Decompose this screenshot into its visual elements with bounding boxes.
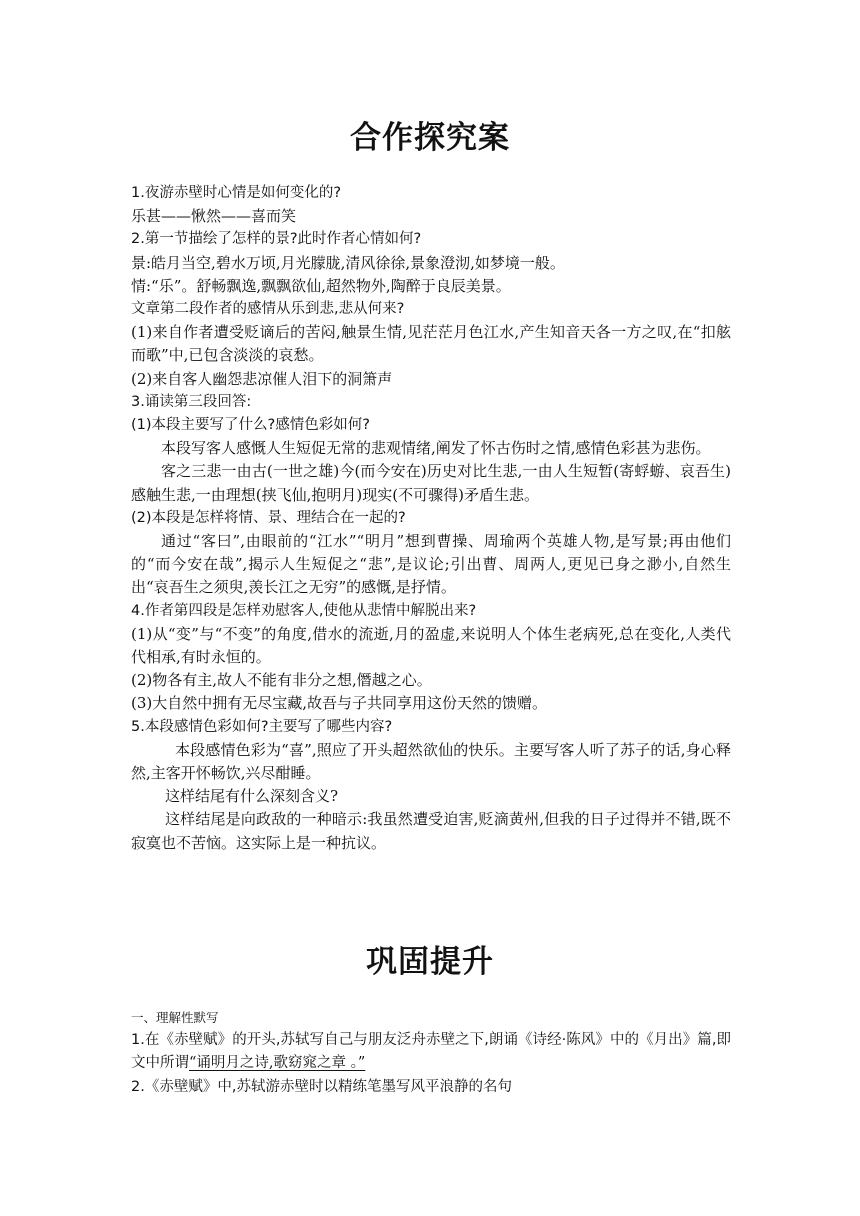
exercise-item-1-answer: “诵明月之诗,歌窈窕之章 。” [189, 1055, 366, 1072]
answer-6: 这样结尾是向政敌的一种暗示:我虽然遭受迫害,贬滴黄州,但我的日子过得并不错,既不寂寞也不苦恼。这实际上是一种抗议。 [131, 810, 731, 852]
exercise-section-label: 一、理解性默写 [131, 1010, 219, 1025]
question-1: 1.夜游赤壁时心情是如何变化的? [131, 185, 342, 201]
answer-2b-2: (2)来自客人幽怨悲凉催人泪下的洞箫声 [131, 369, 393, 388]
answer-4-2: (2)物各有主,故人不能有非分之想,僭越之心。 [131, 671, 432, 690]
answer-2-mood: 情:“乐”。舒畅飘逸,飘飘欲仙,超然物外,陶醉于良辰美景。 [131, 276, 511, 295]
question-3-1: (1)本段主要写了什么?感情色彩如何? [131, 417, 370, 434]
question-3: 3.诵读第三段回答: [131, 393, 252, 410]
exercise-item-2: 2.《赤壁赋》中,苏轼游赤壁时以精练笔墨写风平浪静的名句 [131, 1078, 512, 1095]
question-4: 4.作者第四段是怎样劝慰客人,使他从悲情中解脱出来? [131, 602, 477, 619]
answer-2-scene: 景:皓月当空,碧水万顷,月光朦胧,清风徐徐,景象澄沏,如梦境一般。 [131, 253, 565, 272]
answer-3-2: 通过“客曰”,由眼前的“江水”“明月”想到曹操、周瑜两个英雄人物,是写景;再由他们的“而今安在哉”,揭示人生短促之“悲”,是议论;引出曹、周两人,更见已身之渺小,自然生出“哀吾生之须臾,羡长江之无穷”的感慨,是抒情。 [131, 532, 731, 597]
exercise-item-1-text: 1.在《赤壁赋》的开头,苏轼写自己与朋友泛舟赤壁之下,朗诵《诗经·陈风》中的《月出》篇,即文中所谓 [131, 1032, 731, 1072]
explore-content [131, 182, 731, 855]
exercise-item-1 [131, 1029, 731, 1075]
section-title-consolidate: 巩固提升 [366, 944, 494, 980]
question-2: 2.第一节描绘了怎样的景?此时作者心情如何? [131, 231, 422, 248]
answer-2b-1: (1)来自作者遭受贬谪后的苦闷,触景生情,见茫茫月色江水,产生知音天各一方之叹,在“扣舷而歌”中,已包含淡淡的哀愁。 [131, 323, 731, 365]
consolidate-content [131, 1006, 731, 1099]
question-3-2: (2)本段是怎样将情、景、理结合在一起的? [131, 509, 406, 526]
question-6: 这样结尾有什么深刻含义? [165, 787, 339, 806]
answer-4-3: (3)大自然中拥有无尽宝藏,故吾与子共同享用这份天然的馈赠。 [131, 694, 548, 713]
answer-4-1: (1)从“变”与“不变”的角度,借水的流逝,月的盈虚,来说明人个体生老病死,总在变化,人类代代相承,有时永恒的。 [131, 624, 731, 667]
answer-1: 乐甚——愀然——喜而笑 [131, 207, 297, 226]
answer-3-1a: 本段写客人感慨人生短促无常的悲观情绪,阐发了怀古伤时之情,感情色彩甚为悲伤。 [161, 439, 711, 458]
answer-3-1b: 客之三悲一由古(一世之雄)今(而今安在)历史对比生悲,一由人生短暂(寄蜉蝣、哀吾生)感触生悲,一由理想(挟飞仙,抱明月)现实(不可骤得)矛盾生悲。 [131, 462, 731, 504]
question-2b: 文章第二段作者的感情从乐到悲,悲从何来? [131, 301, 405, 318]
question-5: 5.本段感情色彩如何?主要写了哪些内容? [131, 718, 393, 735]
answer-5: 本段感情色彩为“喜”,照应了开头超然欲仙的快乐。主要写客人听了苏子的话,身心释然,主客开怀畅饮,兴尽酣睡。 [131, 740, 731, 783]
section-title-explore: 合作探究案 [350, 120, 510, 156]
